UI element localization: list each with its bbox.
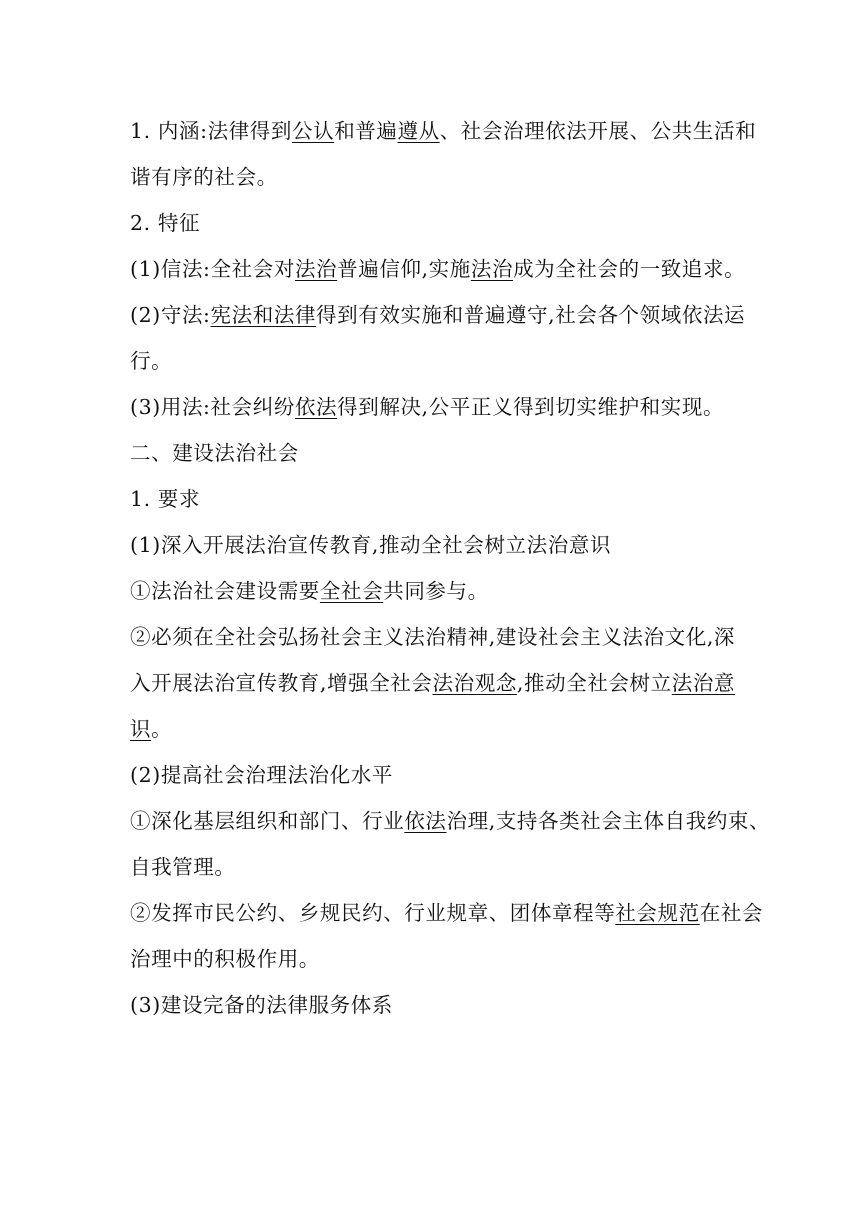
text-run: (2)守法:: [130, 303, 211, 327]
text-line: [130, 844, 735, 890]
subsection-heading: [130, 982, 735, 1028]
underlined-keyword: 识: [130, 717, 152, 741]
text-run: 共同参与。: [383, 579, 489, 603]
text-run: (3)建设完备的法律服务体系: [130, 993, 393, 1017]
text-run: 自我管理。: [130, 855, 236, 879]
text-run: 行。: [130, 349, 173, 373]
text-run: (3)用法:社会纠纷: [130, 395, 295, 419]
text-run: 、社会治理依法开展、公共生活和: [439, 119, 757, 143]
text-run: 治理,支持各类社会主体自我约束、: [446, 809, 771, 833]
text-run: 1. 要求: [130, 487, 201, 511]
text-run: (2)提高社会治理法治化水平: [130, 763, 393, 787]
section-heading: [130, 200, 735, 246]
underlined-keyword: 社会规范: [615, 901, 700, 925]
text-line: [130, 706, 735, 752]
text-line: [130, 154, 735, 200]
underlined-keyword: 全社会: [319, 579, 384, 603]
text-run: 。: [151, 717, 173, 741]
text-line: [130, 246, 746, 292]
text-line: [130, 936, 735, 982]
section-heading: [130, 430, 735, 476]
text-line: [130, 108, 757, 154]
text-line: [130, 614, 735, 660]
underlined-keyword: 法治: [470, 257, 514, 281]
text-run: 1. 内涵:法律得到: [130, 119, 292, 143]
underlined-keyword: 法治: [294, 257, 338, 281]
underlined-keyword: 依法: [294, 395, 338, 419]
text-run: ①法治社会建设需要: [130, 579, 320, 603]
text-run: ,推动全社会树立: [516, 671, 672, 695]
section-heading: [130, 476, 735, 522]
text-line: [130, 890, 764, 936]
text-run: ①深化基层组织和部门、行业: [130, 809, 405, 833]
text-run: 治理中的积极作用。: [130, 947, 320, 971]
text-line: [130, 338, 735, 384]
text-run: 入开展法治宣传教育,增强全社会: [130, 671, 433, 695]
text-line: [130, 798, 771, 844]
underlined-keyword: 宪法和法律: [210, 303, 317, 327]
text-run: 2. 特征: [130, 211, 201, 235]
underlined-keyword: 遵从: [397, 119, 440, 143]
underlined-keyword: 法治观念: [432, 671, 517, 695]
text-line: [130, 384, 735, 430]
text-run: 得到解决,公平正义得到切实维护和实现。: [337, 395, 725, 419]
text-line: [130, 660, 735, 706]
text-run: 和普遍: [334, 119, 398, 143]
underlined-keyword: 公认: [291, 119, 335, 143]
text-run: 成为全社会的一致追求。: [513, 257, 746, 281]
text-run: 在社会: [699, 901, 764, 925]
text-run: ②发挥市民公约、乡规民约、行业规章、团体章程等: [130, 901, 616, 925]
text-line: [130, 568, 735, 614]
underlined-keyword: 法治意: [671, 671, 736, 695]
text-run: 二、建设法治社会: [130, 441, 299, 465]
text-line: [130, 292, 746, 338]
text-run: 得到有效实施和普遍遵守,社会各个领域依法运: [316, 303, 746, 327]
subsection-heading: [130, 522, 735, 568]
text-run: (1)信法:全社会对: [130, 257, 295, 281]
subsection-heading: [130, 752, 735, 798]
underlined-keyword: 依法: [404, 809, 447, 833]
text-run: ②必须在全社会弘扬社会主义法治精神,建设社会主义法治文化,深: [130, 625, 736, 649]
document-body: [130, 108, 771, 1028]
text-run: (1)深入开展法治宣传教育,推动全社会树立法治意识: [130, 533, 612, 557]
text-run: 谐有序的社会。: [130, 165, 278, 189]
text-run: 普遍信仰,实施: [337, 257, 471, 281]
